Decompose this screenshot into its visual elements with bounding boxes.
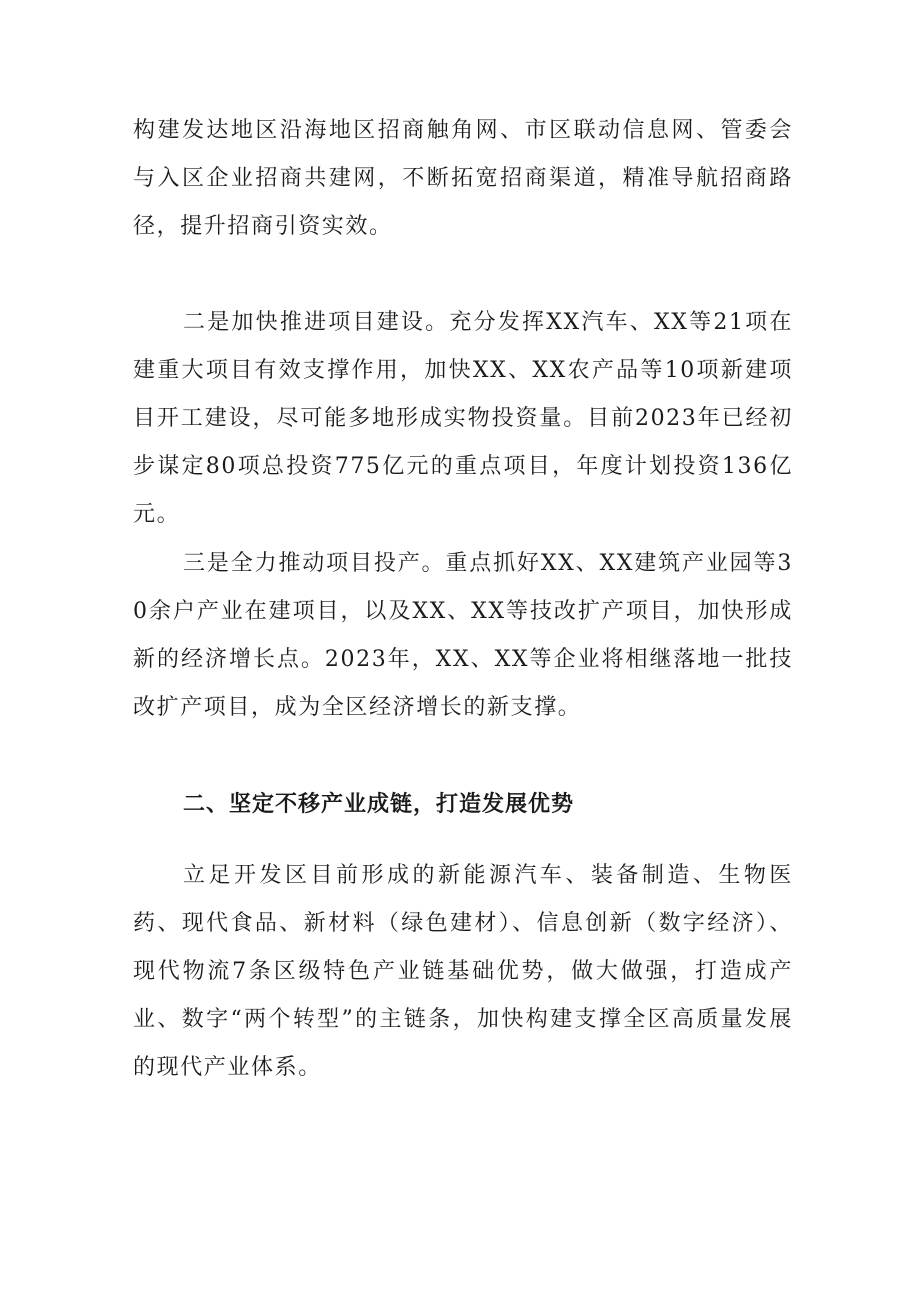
body-paragraph-project-construction: 二是加快推进项目建设。充分发挥XX汽车、XX等21项在建重大项目有效支撑作用，加快XX、XX农产品等10项新建项目开工建设，尽可能多地形成实物投资量。目前2023年已经初步谋定80项总投资775亿元的重点项目，年度计划投资136亿元。	[133, 310, 793, 527]
body-paragraph-project-production: 三是全力推动项目投产。重点抓好XX、XX建筑产业园等30余户产业在建项目，以及XX、XX等技改扩产项目，加快形成新的经济增长点。2023年，XX、XX等企业将相继落地一批技改扩产项目，成为全区经济增长的新支撑。	[133, 551, 793, 720]
body-paragraph-continuation: 构建发达地区沿海地区招商触角网、市区联动信息网、管委会与入区企业招商共建网，不断拓宽招商渠道，精准导航招商路径，提升招商引资实效。	[133, 118, 793, 239]
section-heading: 二、坚定不移产业成链，打造发展优势	[183, 792, 575, 817]
body-paragraph-industry-chain: 立足开发区目前形成的新能源汽车、装备制造、生物医药、现代食品、新材料（绿色建材）、信息创新（数字经济）、现代物流7条区级特色产业链基础优势，做大做强，打造成产业、数字“两个转型”的主链条，加快构建支撑全区高质量发展的现代产业体系。	[133, 863, 793, 1080]
